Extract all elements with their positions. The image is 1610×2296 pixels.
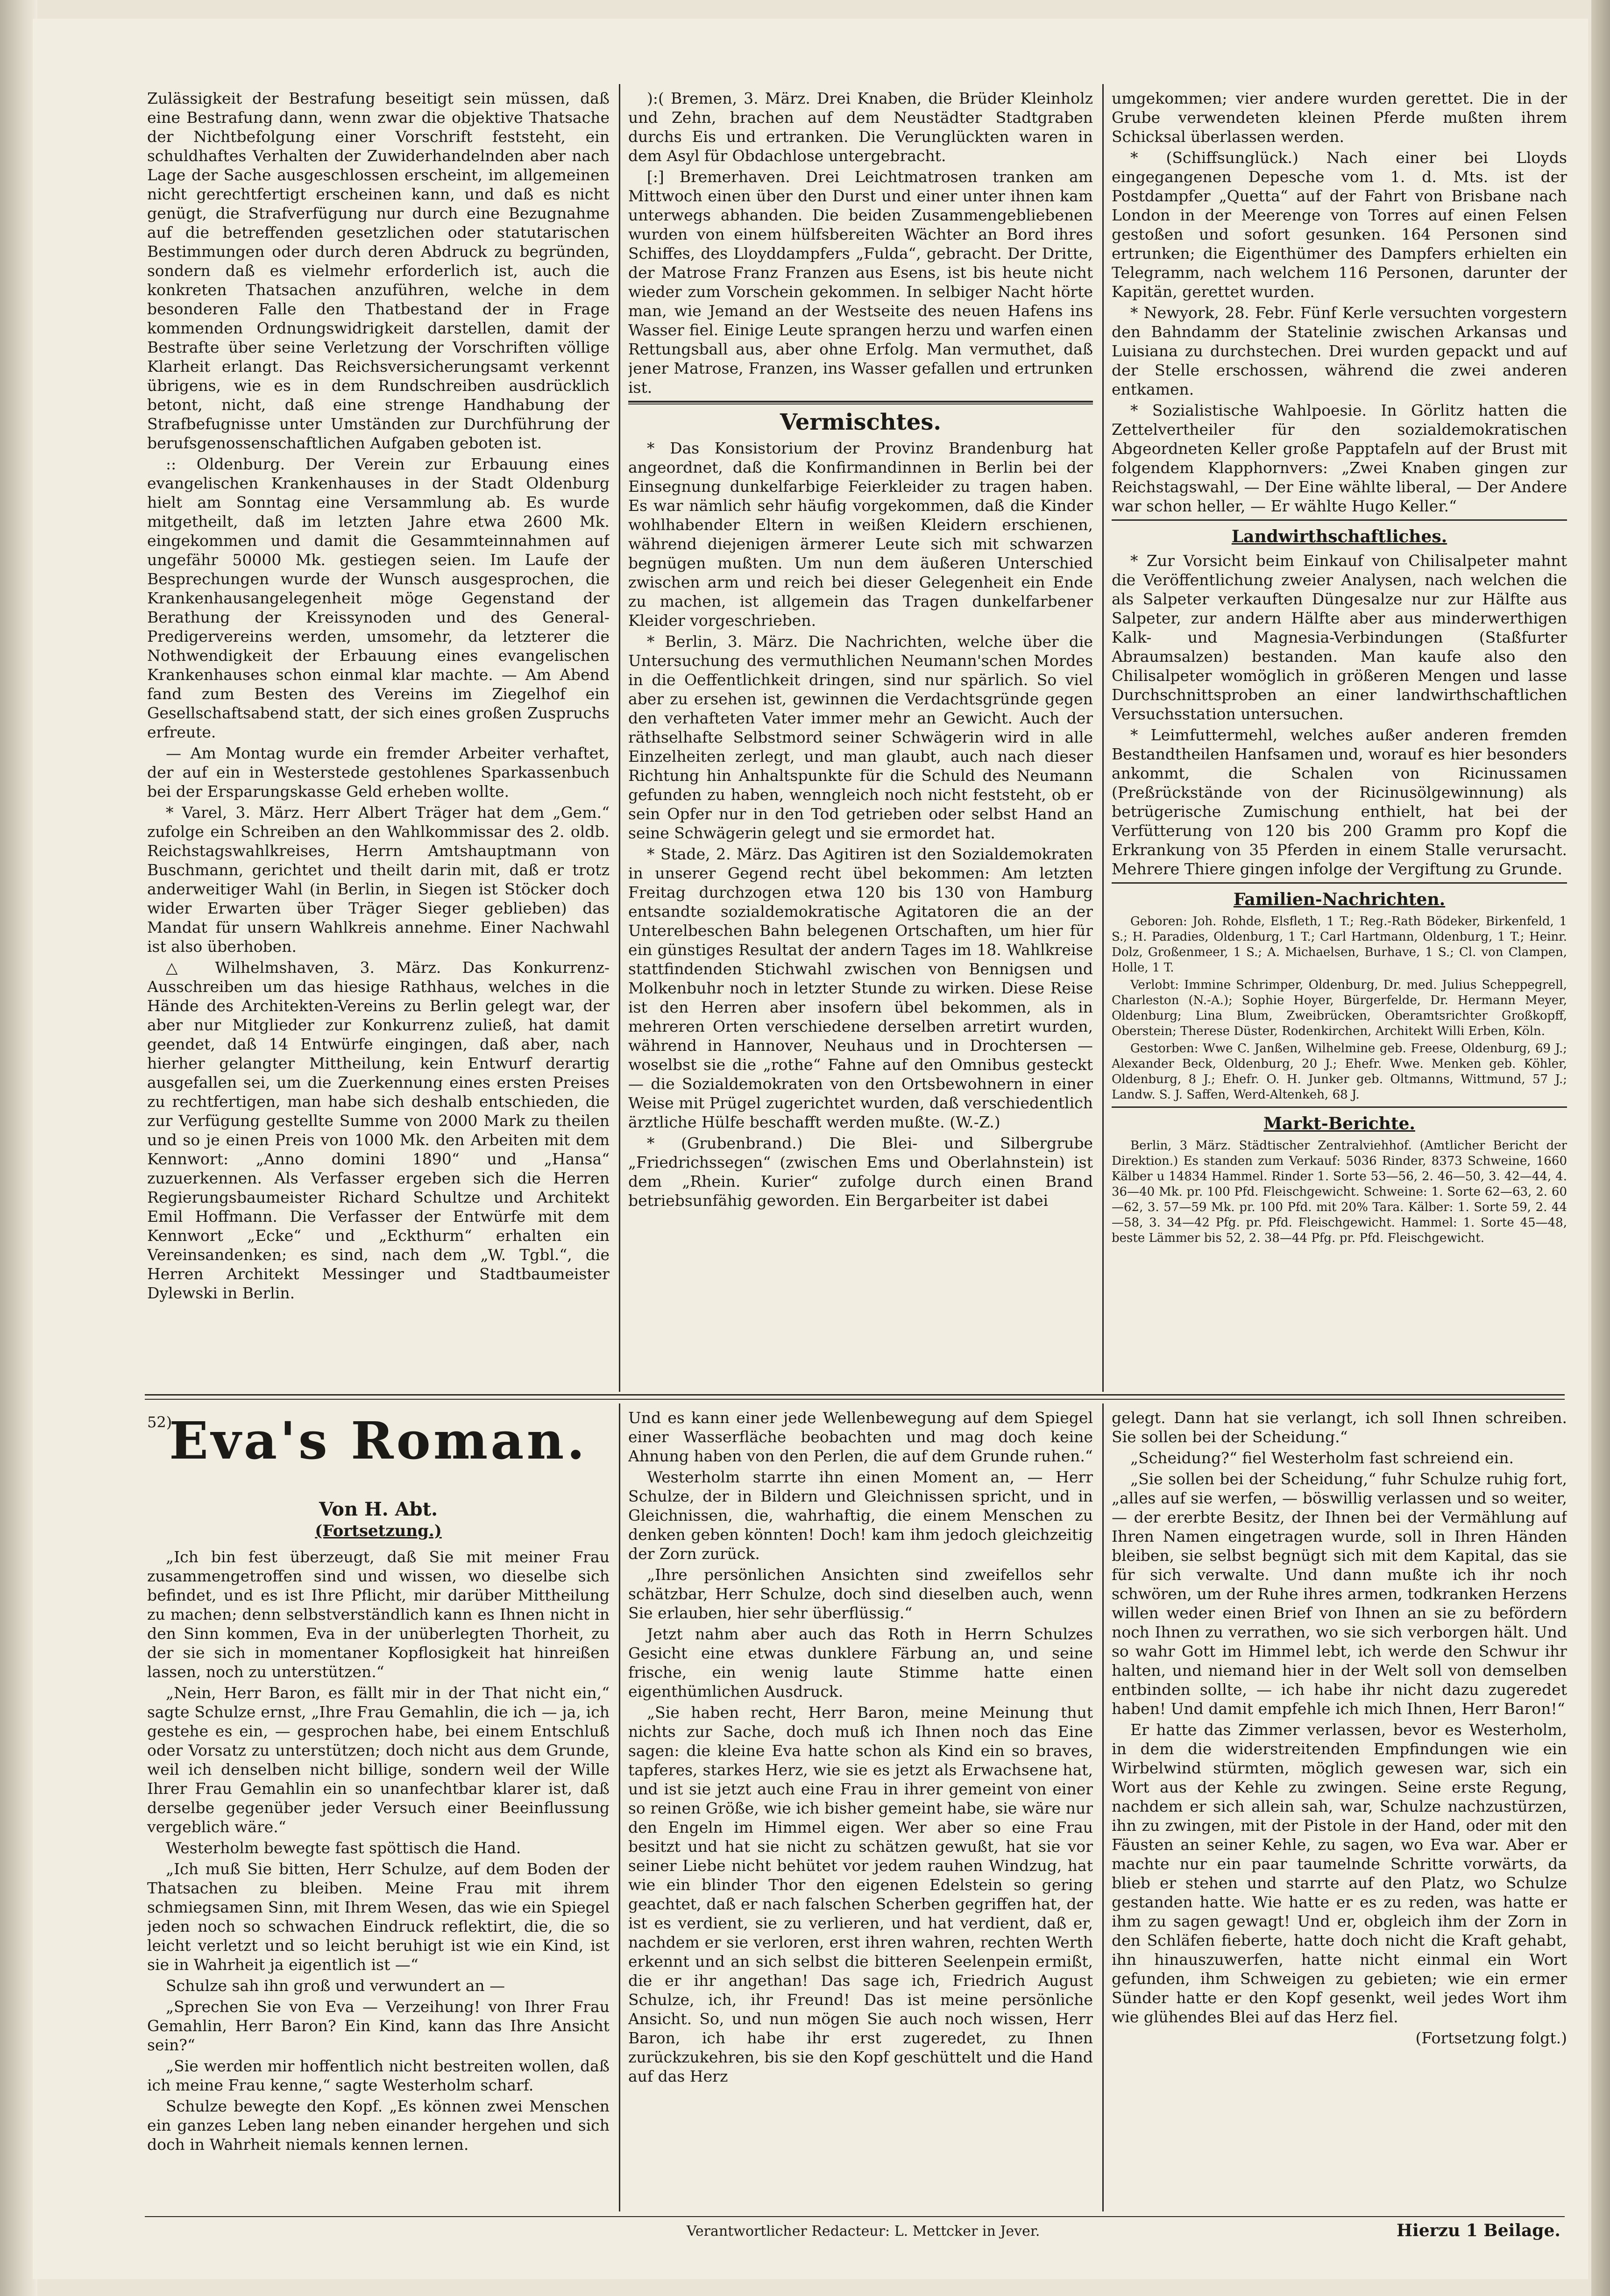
article-bremerhaven: [:] Bremerhaven. Drei Leichtmatrosen tranken am Mittwoch einen über den Durst und einer unter ihnen kam unterwegs abhanden. Die beiden Zusammengebliebenen wurden von einem hülfsbereiten Wächter an Bord ihres Schiffes, des Lloyddampfers „Fulda“, gebracht. Der Dritte, der Matrose Franz Franzen aus Esens, ist bis heute nicht wieder zum Vorschein gekommen. In selbiger Nacht hörte man, wie Jemand an der Westseite des neuen Hafens ins Wasser fiel. Einige Leute sprangen herzu und warfen einen Rettungsball aus, aber ohne Erfolg. Man vermuthet, daß jener Matrose, Franzen, ins Wasser gefallen und ertrunken ist. [628, 168, 1093, 397]
feuilleton-rule-1 [619, 1403, 620, 2211]
novel-paragraph: „Scheidung?“ fiel Westerholm fast schreiend ein. [1130, 1449, 1514, 1467]
column-rule-2 [1102, 84, 1104, 1392]
novel-paragraph: gelegt. Dann hat sie verlangt, ich soll Ihnen schreiben. Sie sollen bei der Scheidung.“ [1112, 1409, 1567, 1446]
familien-heading: Familien-Nachrichten. [1233, 890, 1446, 909]
novel-paragraph: „Sie sollen bei der Scheidung,“ fuhr Schulze ruhig fort, „alles auf sie werfen, — böswillig verlassen und so weiter, — der ererbte Besitz, der Ihnen bei der Vermählung auf Ihren Namen eingetragen wurde, soll in Ihren Händen bleiben, sie selbst begnügt sich mit dem Kapital, das sie für sich verwalte. Und dann mußte ich ihr noch schwören, um der Ruhe ihres armen, todkranken Herzens willen weder einen Brief von Ihnen an sie zu befördern noch Ihnen zu verrathen, wo sie sich verborgen hält. Und so wahr Gott im Himmel lebt, ich werde den Schwur ihr halten, und niemand hier in der Welt soll von demselben entbinden sollte, — ich habe ihr nicht dazu zugeredet haben! Und damit empfehle ich mich Ihnen, Herr Baron!“ [1112, 1470, 1567, 1718]
feuilleton-rule-2 [1102, 1403, 1104, 2211]
article-paragraph: umgekommen; vier andere wurden gerettet. Die in der Grube verwendeten kleinen Pferde mußten ihrem Schicksal überlassen werden. [1112, 89, 1567, 146]
page-binding [0, 0, 37, 2296]
novel-paragraph: „Ich muß Sie bitten, Herr Schulze, auf dem Boden der Thatsachen zu bleiben. Meine Frau mit ihrem schmiegsamen Sinn, mit Ihrem Wesen, das wie ein Spiegel jeden noch so schwachen Eindruck reflektirt, die, die so leicht verletzt und so leicht beruhigt ist wie ein Kind, ist sie in Wahrheit ja eigentlich ist —“ [147, 1860, 610, 1974]
novel-paragraph: Westerholm bewegte fast spöttisch die Hand. [166, 1839, 521, 1857]
familien-verlobt: Verlobt: Immine Schrimper, Oldenburg, Dr. med. Julius Scheppegrell, Charleston (N.-A.); Sophie Hoyer, Bürgerfelde, Dr. Hermann Meyer, Oldenburg; Lina Blum, Zweibrücken, Oberamtsrichter Großkopff, Oberstein; Therese Düster, Rodenkirchen, Architekt Willi Erben, Köln. [1112, 978, 1567, 1038]
feuilleton-continuation: (Fortsetzung.) [315, 1522, 442, 1540]
footer-editor: Verantwortlicher Redacteur: L. Mettcker in Jever. [687, 2223, 1040, 2239]
article-schiffsunglueck: * (Schiffsunglück.) Nach einer bei Lloyds eingegangenen Depesche vom 1. d. Mts. ist der Postdampfer „Quetta“ auf der Fahrt von Brisbane nach London in der Meerenge von Torres auf einen Felsen gestoßen und sofort gesunken. 164 Personen sind ertrunken; die Eigenthümer des Dampfers erhielten ein Telegramm, nach welchem 116 Personen, darunter der Kapitän, gerettet wurden. [1112, 149, 1567, 301]
novel-paragraph: „Ich bin fest überzeugt, daß Sie mit meiner Frau zusammengetroffen sind und wissen, wo dieselbe sich befindet, und es ist Ihre Pflicht, mir darüber Mittheilung zu machen; denn selbstverständlich kann es Ihnen nicht in den Sinn kommen, Eva in der unüberlegten Thorheit, zu der sie sich in momentaner Kopflosigkeit hat hinreißen lassen, noch zu unterstützen.“ [147, 1548, 610, 1681]
article-paragraph: — Am Montag wurde ein fremder Arbeiter verhaftet, der auf ein in Westerstede gestohlenes Sparkassenbuch bei der Ersparungskasse Geld erheben wollte. [147, 744, 610, 801]
novel-paragraph: „Sie haben recht, Herr Baron, meine Meinung thut nichts zur Sache, doch muß ich Ihnen noch das Eine sagen: die kleine Eva hatte schon als Kind ein so braves, tapferes, starkes Herz, wie sie es jetzt als Erwachsene hat, und ist sie jetzt auch eine Frau in ihrer gemeint von einer so reinen Größe, wie ich bisher gemeint habe, sie wäre nur den Engeln im Himmel eigen. Wer aber so eine Frau besitzt und hat sie nicht zu schätzen gewußt, hat sie vor seiner Liebe nicht behütet vor jedem rauhen Windzug, hat wie ein blinder Thor den eigenen Edelstein so gering geachtet, daß er nach falschen Scherben gegriffen hat, der ist es verdient, sie zu verlieren, und hat verdient, daß er, nachdem er sie verloren, erst ihren wahren, rechten Werth erkennt und an sich selbst die bitteren Seelenpein ermißt, die er ihr angethan! Das sage ich, Friedrich August Schulze, ich, ihr Freund! Das ist meine persönliche Ansicht. So, und nun mögen Sie auch noch wissen, Herr Baron, ich habe ihr erst zugeredet, zu Ihnen zurückzukehren, bis sie den Kopf geschüttelt und die Hand auf das Herz [628, 1703, 1093, 2085]
article-grubenbrand: * (Grubenbrand.) Die Blei- und Silbergrube „Friedrichssegen“ (zwischen Ems und Oberlahnstein) ist dem „Rhein. Kurier“ zufolge durch einen Brand betriebsunfähig geworden. Ein Bergarbeiter ist dabei [628, 1134, 1093, 1210]
article-stade: * Stade, 2. März. Das Agitiren ist den Sozialdemokraten in unserer Gegend recht übel bekommen: Am letzten Freitag durchzogen etwa 120 bis 130 von Hamburg entsandte sozialdemokratische Agitatoren die an der Unterelbeschen Bahn belegenen Ortschaften, um hier für ein günstiges Resultat der andern Tages im 18. Wahlkreise stattfindenden Stichwahl zwischen von Bennigsen und Molkenbuhr noch in letzter Stunde zu wirken. Diese Reise ist den Herren aber insofern übel bekommen, als in mehreren Orten verschiedene derselben arretirt wurden, während in Hannover, Neuhaus und in Drochtersen — woselbst sie die „rothe“ Fahne auf den Omnibus gesteckt — die Sozialdemokraten von den Ortsbewohnern in einer Weise mit Prügel zugerichtet wurden, daß verschiedentlich ärztliche Hülfe beschafft werden mußte. (W.-Z.) [628, 845, 1093, 1131]
novel-paragraph: Schulze bewegte den Kopf. „Es können zwei Menschen ein ganzes Leben lang neben einander hergehen und sich doch in Wahrheit niemals kennen lernen. [147, 2097, 610, 2154]
novel-paragraph: Schulze sah ihn groß und verwundert an — [166, 1977, 505, 1995]
feuilleton-column-2 [628, 1408, 1093, 2211]
feuilleton-separator-2 [145, 1399, 1565, 1400]
feuilleton-column-3 [1112, 1408, 1567, 2211]
feuilleton-title-block [147, 1410, 610, 1497]
section-rule [1112, 1106, 1567, 1108]
novel-paragraph: Jetzt nahm aber auch das Roth in Herrn Schulzes Gesicht eine etwas dunklere Färbung an, und seine frische, ein wenig laute Stimme hatte einen eigenthümlichen Ausdruck. [628, 1625, 1093, 1701]
page-number: 52) [147, 1413, 172, 1431]
footer-rule [145, 2216, 1565, 2217]
article-varel: * Varel, 3. März. Herr Albert Träger hat dem „Gem.“ zufolge ein Schreiben an den Wahlkommissar des 2. oldb. Reichstagswahlkreises, Herrn Amtshauptmann von Buschmann, gerichtet und theilt darin mit, daß er trotz anderweitiger Wahl (in Berlin, in Siegen ist Stöcker doch wider Erwarten über Träger Sieger geblieben) das Mandat für unsern Wahlkreis annehme. Einer Nachwahl ist also überhoben. [147, 803, 610, 956]
article-chilisalpeter: * Zur Vorsicht beim Einkauf von Chilisalpeter mahnt die Veröffentlichung zweier Analysen, nach welchen die als Salpeter verkauften Düngesalze nur zur Hälfte aus Salpeter, zur andern Hälfte aber aus minderwerthigen Kalk- und Magnesia-Verbindungen (Staßfurter Abraumsalzen) bestanden. Man kaufe also den Chilisalpeter womöglich in größeren Mengen und lasse Durchschnittsproben an einer landwirthschaftlichen Versuchsstation untersuchen. [1112, 552, 1567, 723]
article-newyork: * Newyork, 28. Febr. Fünf Kerle versuchten vorgestern den Bahndamm der Statelinie zwischen Arkansas und Luisiana zu durchstechen. Drei wurden gepackt und auf der Stelle erschossen, während die zwei anderen entkamen. [1112, 304, 1567, 398]
novel-paragraph: „Ihre persönlichen Ansichten sind zweifellos sehr schätzbar, Herr Schulze, doch sind dieselben auch, wenn Sie erlauben, hier sehr überflüssig.“ [628, 1566, 1093, 1622]
feuilleton-separator [145, 1394, 1565, 1396]
article-konsistorium: * Das Konsistorium der Provinz Brandenburg hat angeordnet, daß die Konfirmandinnen in Berlin bei der Einsegnung dunkelfarbige Feierkleider zu tragen haben. Es war nämlich sehr häufig vorgekommen, daß die Kinder wohlhabender Eltern in weißen Kleidern erschienen, während diejenigen ärmerer Leute sich mit schwarzen begnügen mußten. Um nun dem äußeren Unterschied zwischen arm und reich bei dieser Gelegenheit ein Ende zu machen, ist allgemein das Tragen dunkelfarbener Kleider vorgeschrieben. [628, 439, 1093, 630]
section-rule [628, 401, 1093, 403]
vermischtes-heading: Vermischtes. [780, 409, 942, 435]
article-leimfuttermehl: * Leimfuttermehl, welches außer anderen fremden Bestandtheilen Hanfsamen und, worauf es hier besonders ankommt, die Schalen von Ricinussamen (Preßrückstände von der Ricinusölgewinnung) als betrügerische Zumischung enthielt, hat bei der Verfütterung von 120 bis 200 Gramm pro Kopf die Erkrankung von 35 Pferden in einem Stalle verursacht. Mehrere Thiere gingen infolge der Vergiftung zu Grunde. [1112, 726, 1567, 878]
novel-paragraph: „Sie werden mir hoffentlich nicht bestreiten wollen, daß ich meine Frau kenne,“ sagte Westerholm scharf. [147, 2057, 610, 2094]
column-3 [1112, 89, 1567, 1392]
article-paragraph: Zulässigkeit der Bestrafung beseitigt sein müssen, daß eine Bestrafung dann, wenn zwar die objektive Thatsache der Nichtbefolgung einer Vorschrift feststeht, ein schuldhaftes Verhalten der Zuwiderhandelnden aber nach Lage der Sache ausgeschlossen erscheint, im allgemeinen nicht gerechtfertigt erscheinen kann, und daß es nicht genügt, die Strafverfügung nur durch eine Bezugnahme auf die betreffenden gesetzlichen oder statutarischen Bestimmungen oder durch deren Abdruck zu begründen, sondern daß es vielmehr erforderlich ist, auch die konkreten Thatsachen anzuführen, welche in dem besonderen Falle den Thatbestand der in Frage kommenden Ordnungswidrigkeit darstellen, damit der Bestrafte über seine Verletzung der Vorschriften völlige Klarheit erlangt. Das Reichsversicherungsamt verkennt übrigens, wie es in dem Rundschreiben ausdrücklich betont, nicht, daß eine strenge Handhabung der Strafbefugnisse unter Umständen zur Durchführung der berufsgenossenschaftlichen Aufgaben geboten ist. [147, 89, 610, 452]
column-2 [628, 89, 1093, 1392]
article-bremen: ):( Bremen, 3. März. Drei Knaben, die Brüder Kleinholz und Zehn, brachen auf dem Neustädter Stadtgraben durchs Eis und ertranken. Die Verunglückten waren in dem Asyl für Obdachlose untergebracht. [628, 89, 1093, 165]
landwirthschaftliches-heading: Landwirthschaftliches. [1231, 527, 1447, 546]
column-1 [147, 89, 610, 1392]
novel-paragraph: Er hatte das Zimmer verlassen, bevor es Westerholm, in dem die widerstreitenden Empfindungen wie ein Wirbelwind stürmten, möglich gewesen war, sich ein Wort aus der Kehle zu zwingen. Seine erste Regung, nachdem er sich allein sah, war, Schulze nachzustürzen, ihn zu zwingen, mit der Pistole in der Hand, oder mit den Fäusten an seiner Kehle, zu sagen, wo Eva war. Aber er machte nur ein paar taumelnde Schritte vorwärts, da blieb er stehen und starrte auf den Platz, wo Schulze gestanden hatte. Wie hatte er es zu reden, was hatte er ihm zu sagen gewagt! Und er, obgleich ihm der Zorn in den Schläfen fieberte, hatte doch nicht die Kraft gehabt, ihn hinauszuwerfen, hatte nicht einmal ein Wort gefunden, ihm Schweigen zu gebieten; wie ein ermer Sünder hatte er den Kopf gesenkt, weil jedes Wort ihm wie glühendes Blei auf das Herz fiel. [1112, 1721, 1567, 2026]
section-rule [1112, 519, 1567, 521]
familien-gestorben: Gestorben: Wwe C. Janßen, Wilhelmine geb. Freese, Oldenburg, 69 J.; Alexander Beck, Oldenburg, 20 J.; Ehefr. Wwe. Menken geb. Köhler, Oldenburg, 8 J.; Ehefr. O. H. Junker geb. Oltmanns, Wittmund, 57 J.; Landw. S. J. Saffen, Werd-Altenkeh, 68 J. [1112, 1042, 1567, 1102]
markt-berlin: Berlin, 3 März. Städtischer Zentralviehhof. (Amtlicher Bericht der Direktion.) Es standen zum Verkauf: 5036 Rinder, 8373 Schweine, 1660 Kälber u 14834 Hammel. Rinder 1. Sorte 53—56, 2. 46—50, 3. 42—44, 4. 36—40 Mk. pr. 100 Pfd. Fleischgewicht. Schweine: 1. Sorte 62—63, 2. 60—62, 3. 57—59 Mk. pr. 100 Pfd. mit 20% Tara. Kälber: 1. Sorte 59, 2. 44—58, 3. 34—42 Pfg. pr. Pfd. Fleischgewicht. Hammel: 1. Sorte 45—48, beste Lämmer bis 52, 2. 38—44 Pfg. pr. Pfd. Fleischgewicht. [1112, 1139, 1567, 1245]
page-edge [1591, 0, 1610, 2296]
feuilleton-column-1 [147, 1408, 610, 2211]
familien-geboren: Geboren: Joh. Rohde, Elsfleth, 1 T.; Reg.-Rath Bödeker, Birkenfeld, 1 S.; H. Paradies, Oldenburg, 1 T.; Carl Hartmann, Oldenburg, 1 T.; Heinr. Dolz, Großenmeer, 1 S.; A. Michaelsen, Burhave, 1 S.; Cl. von Clampen, Holle, 1 T. [1112, 914, 1567, 975]
novel-paragraph: „Nein, Herr Baron, es fällt mir in der That nicht ein,“ sagte Schulze ernst, „Ihre Frau Gemahlin, die ich — ja, ich gestehe es ein, — gesprochen habe, bei einem Entschluß oder Vorsatz zu unterstützen; doch nicht aus dem Grunde, weil ich denselben nicht billige, sondern weil der Wille Ihrer Frau Gemahlin ein so unanfechtbar klarer ist, daß derselbe gegenüber jeder Versuch einer Beeinflussung vergeblich wäre.“ [147, 1684, 610, 1836]
novel-paragraph: Westerholm starrte ihn einen Moment an, — Herr Schulze, der in Bildern und Gleichnissen spricht, und in Gleichnissen, die, wahrhaftig, die einem Menschen zu denken geben könnten! Doch! kam ihm jedoch gleichzeitig der Zorn zurück. [628, 1468, 1093, 1563]
feuilleton-author: Von H. Abt. [319, 1498, 438, 1520]
article-wahlpoesie: * Sozialistische Wahlpoesie. In Görlitz hatten die Zettelvertheiler für den sozialdemokratischen Abgeordneten Keller große Papptafeln auf der Brust mit folgendem Klapphornvers: „Zwei Knaben gingen zur Reichstagswahl, — Der Eine wählte liberal, — Der Andere war schon heller, — Er wählte Hugo Keller.“ [1112, 401, 1567, 515]
fortsetzung-folgt: (Fortsetzung folgt.) [1415, 2029, 1567, 2047]
section-rule [1112, 882, 1567, 884]
article-berlin: * Berlin, 3. März. Die Nachrichten, welche über die Untersuchung des vermuthlichen Neumann'schen Mordes in die Oeffentlichkeit dringen, sind nur spärlich. So viel aber zu ersehen ist, gewinnen die Verdachtsgründe gegen den verhafteten Vater immer mehr an Gewicht. Auch der räthselhafte Selbstmord seiner Schwägerin wird in alle Einzelheiten zerlegt, und man glaubt, auch nach dieser Richtung hin Anhaltspunkte für die Schuld des Neumann gefunden zu haben, wenngleich noch nicht feststeht, ob er sein Opfer nur in den Tod getrieben oder selbst Hand an seine Schwägerin gelegt und sie ermordet hat. [628, 632, 1093, 842]
feuilleton-title: Eva's Roman. [169, 1410, 588, 1471]
newspaper-page [33, 19, 1588, 2279]
article-oldenburg: :: Oldenburg. Der Verein zur Erbauung eines evangelischen Krankenhauses in der Stadt Oldenburg hielt am Sonntag eine Versammlung ab. Es wurde mitgetheilt, daß im letzten Jahre etwa 2600 Mk. eingekommen und damit die Gesammteinnahmen auf ungefähr 50000 Mk. gestiegen seien. Im Laufe der Besprechungen wurde der Wunsch ausgesprochen, die Krankenhausangelegenheit möge Gegenstand der Berathung der Kreissynoden und des General-Predigervereins werden, umsomehr, da letzterer die Nothwendigkeit der Erbauung eines evangelischen Krankenhauses schon einmal klar machte. — Am Abend fand zum Besten des Vereins im Ziegelhof ein Gesellschaftsabend statt, der sich eines großen Zuspruchs erfreute. [147, 455, 610, 741]
novel-paragraph: „Sprechen Sie von Eva — Verzeihung! von Ihrer Frau Gemahlin, Herr Baron? Ein Kind, kann das Ihre Ansicht sein?“ [147, 1998, 610, 2054]
article-wilhelmshaven: △ Wilhelmshaven, 3. März. Das Konkurrenz-Ausschreiben um das hiesige Rathhaus, welches in die Hände des Architekten-Vereins zu Berlin gelegt war, der aber nur Mitglieder zur Konkurrenz zuließ, hat damit geendet, daß 14 Entwürfe eingingen, daß aber, nach hierher gelangter Mittheilung, kein Entwurf derartig ausgefallen sei, um die Zuerkennung eines ersten Preises zu rechtfertigen, man habe sich deshalb entschieden, die zur Verfügung gestellte Summe von 2000 Mark zu theilen und so je einen Preis von 1000 Mk. den Arbeiten mit dem Kennwort: „Anno domini 1890“ und „Hansa“ zuzuerkennen. Als Verfasser ergeben sich die Herren Regierungsbaumeister Richard Schultze und Architekt Emil Hoffmann. Die Verfasser der Entwürfe mit dem Kennwort „Ecke“ und „Eckthurm“ erhalten ein Vereinsandenken; es sind, nach dem „W. Tgbl.“, die Herren Architekt Messinger und Stadtbaumeister Dylewski in Berlin. [147, 958, 610, 1302]
footer-beilage: Hierzu 1 Beilage. [1397, 2221, 1560, 2240]
column-rule-1 [619, 84, 620, 1392]
markt-heading: Markt-Berichte. [1263, 1114, 1415, 1134]
novel-paragraph: Und es kann einer jede Wellenbewegung auf dem Spiegel einer Wasserfläche beobachten und mag doch keine Ahnung haben von den Perlen, die auf dem Grunde ruhen.“ [628, 1409, 1093, 1465]
